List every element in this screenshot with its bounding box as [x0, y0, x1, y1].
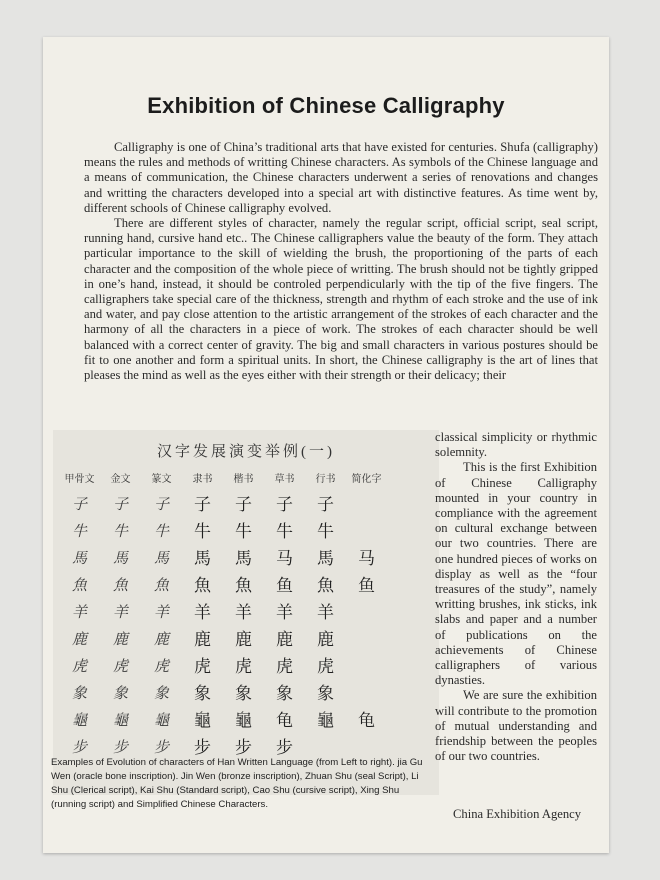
figure-character [346, 627, 387, 653]
figure-character [346, 654, 387, 680]
figure-character: 虎 [194, 657, 211, 676]
figure-character: 象 [235, 684, 252, 703]
figure-character: 步 [112, 740, 128, 756]
paragraph: We are sure the exhibition will contribute to the promotion of mutual understanding and friendship between the peoples of our two countries. [435, 688, 597, 764]
signature: China Exhibition Agency [453, 807, 582, 821]
brochure-page [43, 37, 609, 853]
figure-character: 羊 [317, 603, 334, 622]
figure-title: 汉字发展演变举例(一) [157, 444, 335, 460]
figure-character: 象 [153, 686, 169, 702]
figure-character [346, 492, 387, 518]
figure-character: 羊 [194, 603, 211, 622]
figure-character: 牛 [194, 522, 211, 541]
figure-header-cell: 金文 [110, 474, 131, 485]
figure-row [59, 654, 435, 680]
figure-character: 象 [112, 686, 128, 702]
figure-character: 牛 [112, 524, 128, 540]
figure-character: 步 [235, 738, 252, 757]
figure-character: 鱼 [276, 576, 293, 595]
figure-character: 子 [112, 497, 128, 513]
figure-header-cell: 篆文 [151, 474, 172, 485]
figure-character: 步 [153, 740, 169, 756]
figure-row [59, 600, 435, 626]
figure-character: 鹿 [276, 630, 293, 649]
figure-character: 馬 [112, 551, 128, 567]
figure-row [59, 546, 435, 572]
figure-character: 鱼 [358, 576, 375, 595]
figure-row [59, 492, 435, 518]
figure-character: 子 [276, 495, 293, 514]
page-title: Exhibition of Chinese Calligraphy [147, 93, 505, 118]
figure-character: 鹿 [194, 630, 211, 649]
figure-character: 魚 [317, 576, 334, 595]
figure-character: 虎 [112, 659, 128, 675]
paragraph: classical simplicity or rhythmic solemnity. [435, 430, 597, 460]
figure-character: 虎 [235, 657, 252, 676]
figure-character: 牛 [276, 522, 293, 541]
figure-character [346, 600, 387, 626]
figure-header-cell: 隶书 [192, 474, 213, 485]
figure-character: 步 [194, 738, 211, 757]
figure-character: 牛 [317, 522, 334, 541]
figure-character: 龟 [358, 711, 375, 730]
figure-character: 象 [317, 684, 334, 703]
figure-character: 龜 [194, 711, 211, 730]
figure-character: 羊 [276, 603, 293, 622]
figure-character [346, 519, 387, 545]
figure-character: 馬 [153, 551, 169, 567]
figure-character: 龟 [276, 711, 293, 730]
figure-header-cell: 行书 [315, 474, 336, 485]
figure-character: 龜 [112, 713, 128, 729]
figure-character: 馬 [71, 551, 87, 567]
paragraph: There are different styles of character, namely the regular script, official script, seal script, running hand, cursive hand etc.. The Chinese calligraphers value the beauty of the form. They attach particular importance to the skill of wielding the brush, the proportioning of the parts of each character and the composition of the whole piece of writting. The brush should not be tightly gripped in one’s hand, instead, it should be controled perpendicularly with the tip of the five fingers. The calligraphers take special care of the thickness, strength and rhythm of each stroke and the use of ink and water, and pay close attention to the artistic arrangement of the strokes of each character and the harmony of all the characters in a piece of work. The strokes of each character should be well balanced with a correct center of gravity. The big and small characters in various postures should be fit to one another and form a spiritual units. In short, the Chinese calligraphy is the art of lines that pleases the mind as well as the eyes either with their strength or their delicacy; their [84, 216, 598, 383]
figure-column-headers [59, 470, 435, 485]
figure-character: 羊 [112, 605, 128, 621]
figure-character: 虎 [153, 659, 169, 675]
figure-character: 馬 [235, 549, 252, 568]
figure-character: 牛 [153, 524, 169, 540]
calligraphy-evolution-figure [53, 430, 439, 795]
figure-character: 羊 [153, 605, 169, 621]
figure-character: 鹿 [71, 632, 87, 648]
figure-character: 子 [71, 497, 87, 513]
figure-caption: Examples of Evolution of characters of Han Written Language (from Left to right). jia Gu Wen (oracle bone inscription). Jin Wen (bronze inscription), Zhuan Shu (seal Script), Li Shu (Clerical script), Kai Shu (Standard script), Cao Shu (cursive script), Xing Shu (running script) and Simplified Chinese Characters. [51, 757, 423, 810]
side-column-text [435, 430, 597, 764]
figure-character: 子 [317, 495, 334, 514]
intro-text [84, 140, 598, 383]
figure-character: 象 [276, 684, 293, 703]
figure-character: 馬 [317, 549, 334, 568]
figure-character: 魚 [112, 578, 128, 594]
figure-character: 鹿 [317, 630, 334, 649]
figure-character: 馬 [194, 549, 211, 568]
figure-header-cell: 草书 [274, 474, 295, 485]
figure-row [59, 708, 435, 734]
figure-character: 步 [276, 738, 293, 757]
figure-character: 牛 [71, 524, 87, 540]
figure-character: 鹿 [153, 632, 169, 648]
paragraph: This is the first Exhibition of Chinese Calligraphy mounted in your country in compliance with the agreement on cultural exchange between our two countries. There are one hundred pieces of works on display as well as the “four treasures of the study”, namely writting brushes, ink sticks, ink slabs and paper and a number of publications on the achievements of Chinese calligraphers of various dynasties. [435, 460, 597, 688]
figure-character: 虎 [71, 659, 87, 675]
figure-header-cell: 楷书 [233, 474, 254, 485]
figure-character: 鹿 [235, 630, 252, 649]
figure-row [59, 573, 435, 599]
figure-character: 象 [71, 686, 87, 702]
figure-character: 羊 [71, 605, 87, 621]
figure-character: 魚 [71, 578, 87, 594]
figure-character: 虎 [276, 657, 293, 676]
figure-character: 龜 [71, 713, 87, 729]
figure-character: 马 [276, 549, 293, 568]
figure-character: 龜 [317, 711, 334, 730]
figure-character: 子 [235, 495, 252, 514]
figure-header-cell: 甲骨文 [64, 474, 95, 485]
figure-character: 鹿 [112, 632, 128, 648]
figure-header-cell: 简化字 [351, 474, 382, 485]
figure-character: 虎 [317, 657, 334, 676]
figure-row [59, 681, 435, 707]
figure-row [59, 519, 435, 545]
figure-character: 子 [194, 495, 211, 514]
figure-character: 马 [358, 549, 375, 568]
figure-character: 魚 [235, 576, 252, 595]
figure-character: 魚 [194, 576, 211, 595]
figure-character: 牛 [235, 522, 252, 541]
figure-character: 龜 [153, 713, 169, 729]
figure-character: 魚 [153, 578, 169, 594]
figure-row [59, 627, 435, 653]
figure-character [346, 681, 387, 707]
figure-character: 龜 [235, 711, 252, 730]
paragraph: Calligraphy is one of China’s traditional arts that have existed for centuries. Shufa (calligraphy) means the rules and methods of writting Chinese characters. As symbols of the Chinese language and a means of communication, the Chinese characters underwent a series of renovations and changes and writting the characters developed into a special art with distinctive features. As time went by, different schools of Chinese calligraphy evolved. [84, 140, 598, 215]
figure-character: 羊 [235, 603, 252, 622]
figure-character: 步 [71, 740, 87, 756]
figure-character: 子 [153, 497, 169, 513]
figure-character: 象 [194, 684, 211, 703]
